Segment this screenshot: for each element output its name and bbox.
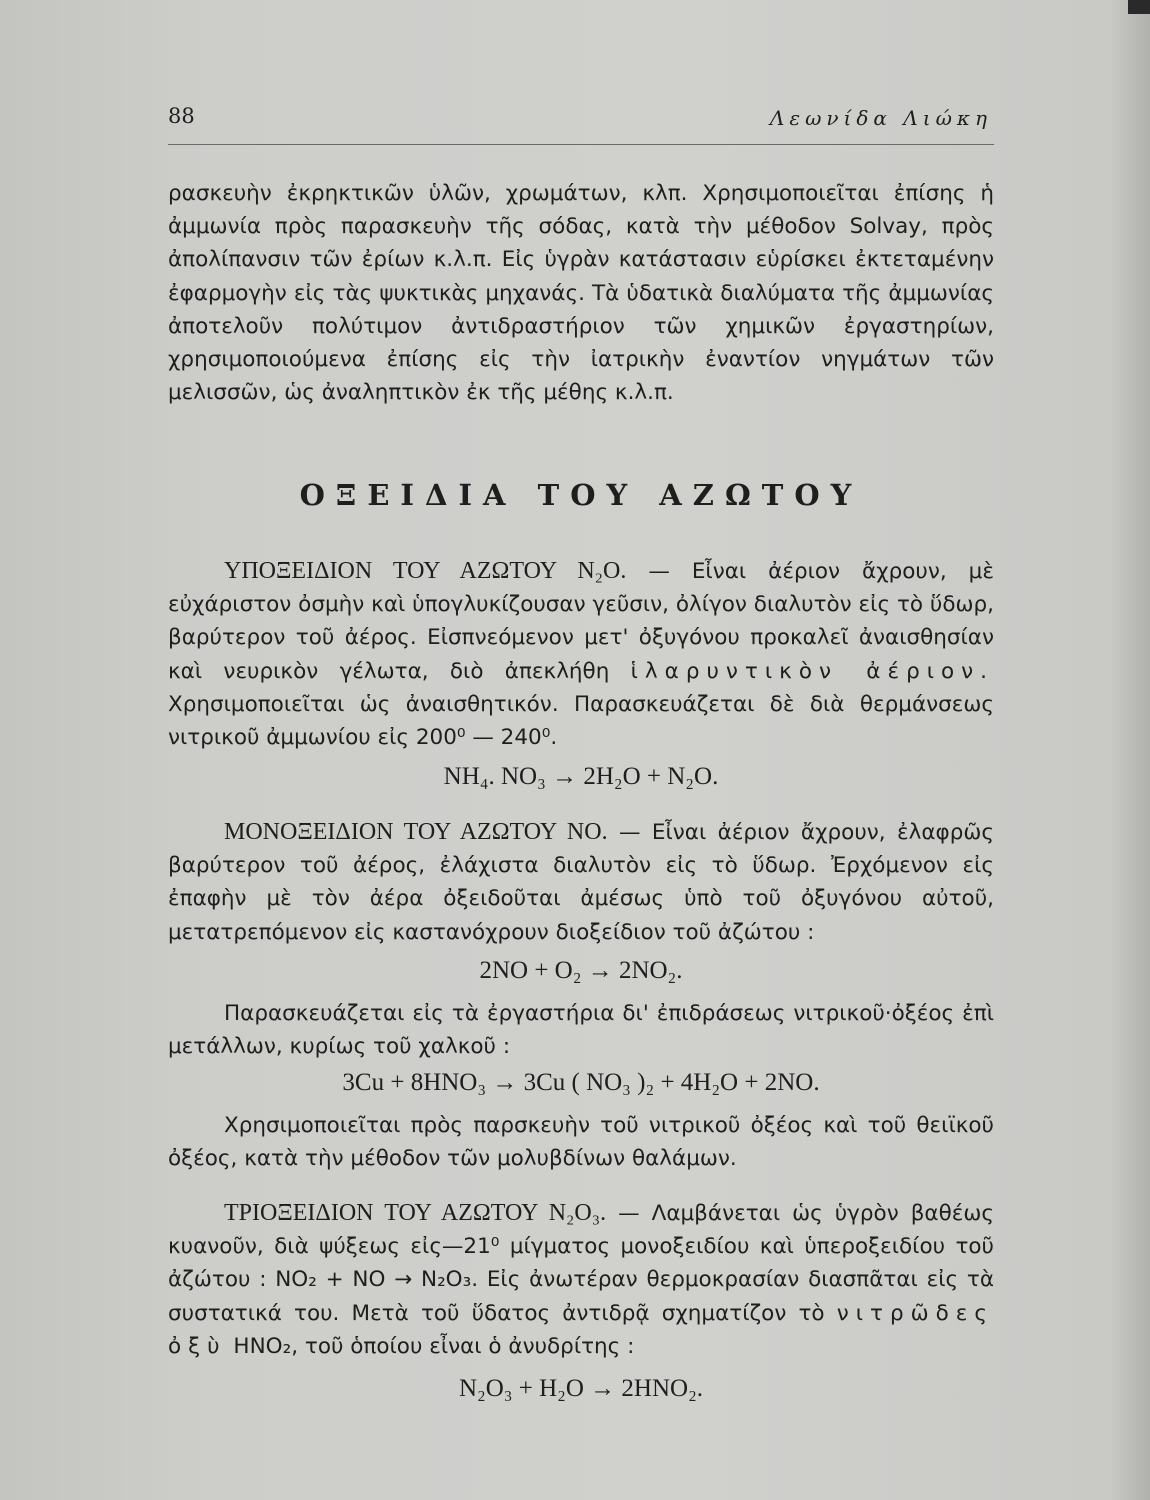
n2o-paragraph	[168, 555, 994, 754]
n2o3-heading: ΤΡΙΟΞΕΙΔΙΟΝ ΤΟΥ ΑΖΩΤΟΥ N₂O₃.	[224, 1200, 607, 1226]
no-text: — Εἶναι ἀέριον ἄχρουν, ἐλαφρῶς βαρύτερον τοῦ ἀέρος, ἐλάχιστα διαλυτὸν εἰς τὸ ὕδωρ. Ἐρχόμενον εἰς ἐπαφὴν μὲ τὸν ἀέρα ὀξειδοῦται ἀμέσως ὑπὸ τοῦ ὀξυγόνου αὐτοῦ, μετατρεπόμενον εἰς καστανόχρουν διοξείδιον τοῦ ἀζώτου :	[168, 820, 994, 945]
no-use-paragraph: Χρησιμοποιεῖται πρὸς παρσκευὴν τοῦ νιτρικοῦ ὀξέος καὶ τοῦ θειϊκοῦ ὀξέος, κατὰ τὴν μέθοδον τῶν μολυβδίνων θαλάμων.	[168, 1113, 994, 1172]
running-head: Λεωνίδα Λιώκη	[769, 106, 992, 130]
page-edge-shadow	[1110, 0, 1150, 1500]
n2o-text-2: Χρησιμοποιεῖται ὡς ἀναισθητικόν. Παρασκευάζεται δὲ διὰ θερμάνσεως νιτρικοῦ ἀμμωνίου εἰς 200⁰ — 240⁰.	[168, 691, 994, 751]
n2o3-paragraph	[168, 1197, 994, 1363]
scan-corner-mark	[1128, 0, 1150, 14]
no-paragraph	[168, 816, 994, 949]
no-equation-2: 3Cu + 8HNO₃ → 3Cu ( NO₃ )₂ + 4H₂O + 2NO.	[342, 1069, 820, 1096]
n2o3-equation: N₂O₃ + H₂O → 2HNO₂.	[458, 1375, 704, 1402]
no-prep-paragraph: Παρασκευάζεται εἰς τὰ ἐργαστήρια δι' ἐπιδράσεως νιτρικοῦ·ὀξέος ἐπὶ μετάλλων, κυρίως τοῦ χαλκοῦ :	[168, 1001, 994, 1060]
n2o3-text-2: HNO₂, τοῦ ὁποίου εἶναι ὁ ἀνυδρίτης :	[226, 1333, 635, 1359]
page-header	[168, 96, 994, 145]
section-title: ΟΞΕΙΔΙΑ ΤΟΥ ΑΖΩΤΟΥ	[299, 478, 863, 512]
n2o3-text-1: — Λαμβάνεται ὡς ὑγρὸν βαθέως κυανοῦν, διὰ ψύξεως εἰς—21⁰ μίγματος μονοξειδίου καὶ ὑπεροξειδίου τοῦ ἀζώτου : NO₂ + NO → N₂O₃. Εἰς ἀνωτέραν θερμοκρασίαν διασπᾶται εἰς τὰ συστατικά του. Μετὰ τοῦ ὕδατος ἀντιδρᾷ σχηματίζον τὸ	[168, 1201, 994, 1326]
no-heading: ΜΟΝΟΞΕΙΔΙΟΝ ΤΟΥ ΑΖΩΤΟΥ ΝΟ.	[224, 819, 608, 845]
intro-paragraph: ρασκευὴν ἐκρηκτικῶν ὑλῶν, χρωμάτων, κλπ. Χρησιμοποιεῖται ἐπίσης ἡ ἀμμωνία πρὸς παρασκευὴν τῆς σόδας, κατὰ τὴν μέθοδον Solvay, πρὸς ἀπολίπανσιν τῶν ἐρίων κ.λ.π. Εἰς ὑγρὰν κατάστασιν εὑρίσκει ἐκτεταμένην ἐφαρμογὴν εἰς τὰς ψυκτικὰς μηχανάς. Τὰ ὑδατικὰ διαλύματα τῆς ἀμμωνίας ἀποτελοῦν πολύτιμον ἀντιδραστήριον τῶν χημικῶν ἐργαστηρίων, χρησιμοποιούμενα ἐπίσης εἰς τὴν ἰατρικὴν ἐναντίον νηγμάτων τῶν μελισσῶν, ὡς ἀναληπτικὸν ἐκ τῆς μέθης κ.λ.π.	[168, 181, 994, 406]
page-number: 88	[168, 104, 195, 128]
n2o3-emphasis: νιτρῶδες ὀξὺ	[168, 1300, 994, 1359]
no-equation-1: 2NO + O₂ → 2NO₂.	[479, 957, 683, 984]
n2o-equation: NH₄. NO₃ → 2H₂O + N₂O.	[443, 763, 719, 790]
n2o-text-1: — Εἶναι ἀέριον ἄχρουν, μὲ εὐχάριστον ὀσμὴν καὶ ὑπογλυκίζουσαν γεῦσιν, ὀλίγον διαλυτὸν εἰς τὸ ὕδωρ, βαρύτερον τοῦ ἀέρος. Εἰσπνεόμενον μετ' ὀξυγόνου προκαλεῖ ἀναισθησίαν καὶ νευρικὸν γέλωτα, διὸ ἀπεκλήθη	[168, 559, 994, 684]
n2o-heading: ΥΠΟΞΕΙΔΙΟΝ ΤΟΥ ΑΖΩΤΟΥ N₂O.	[224, 558, 627, 584]
n2o-emphasis: ἱλαρυντικὸν ἀέριον.	[630, 658, 995, 684]
